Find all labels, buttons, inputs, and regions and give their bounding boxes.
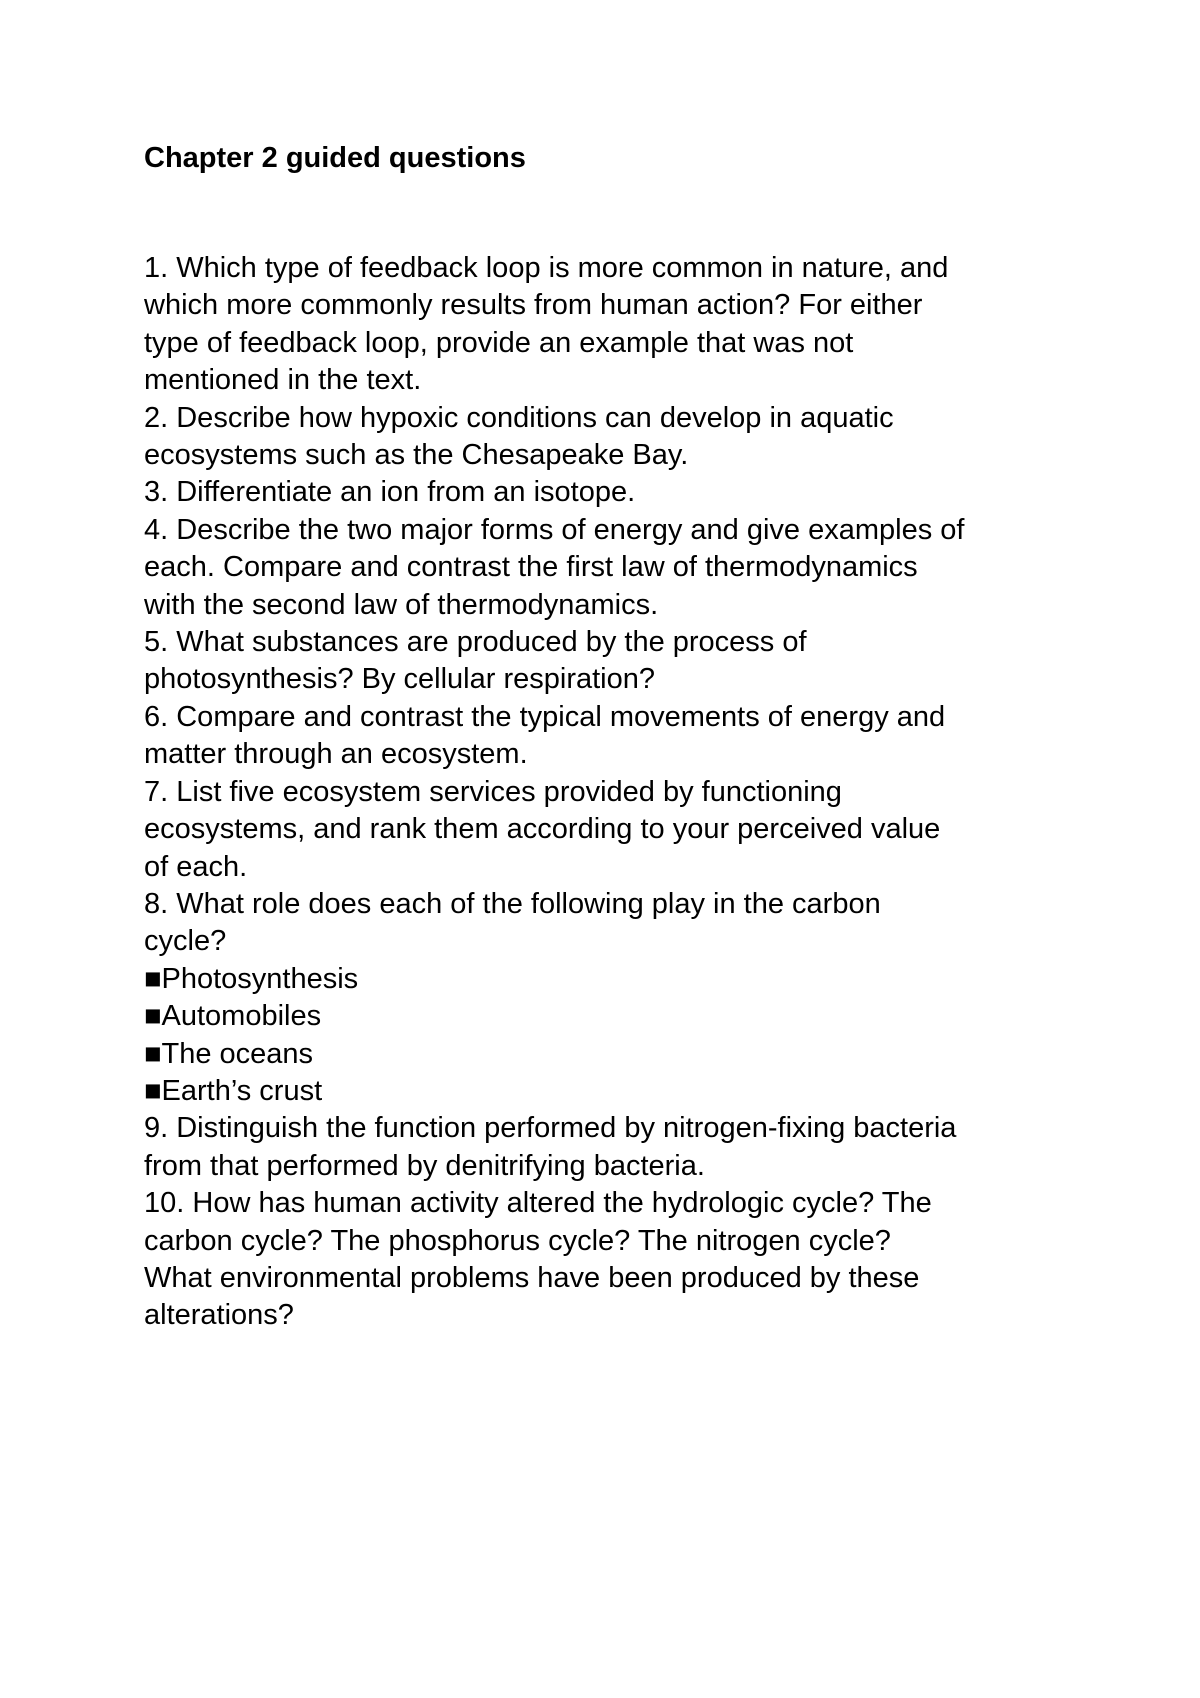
text-line: 7. List five ecosystem services provided by functioning	[144, 775, 842, 808]
text-line: 2. Describe how hypoxic conditions can develop in aquatic	[144, 401, 894, 434]
document-page	[144, 140, 1084, 1335]
text-line: each. Compare and contrast the first law of thermodynamics	[144, 551, 918, 584]
document-title: Chapter 2 guided questions	[144, 142, 526, 174]
text-line: ecosystems, and rank them according to your perceived value	[144, 813, 941, 846]
text-line: 8. What role does each of the following play in the carbon	[144, 887, 881, 920]
text-line: 1. Which type of feedback loop is more common in nature, and	[144, 252, 949, 284]
bullet-item-earths-crust: ■Earth’s crust	[144, 1074, 323, 1107]
text-line: which more commonly results from human action? For either	[144, 289, 923, 322]
question-list	[144, 250, 1084, 1335]
text-line: carbon cycle? The phosphorus cycle? The nitrogen cycle?	[144, 1224, 891, 1257]
text-line: cycle?	[144, 925, 227, 958]
text-line: 5. What substances are produced by the process of	[144, 626, 807, 659]
text-line: photosynthesis? By cellular respiration?	[144, 663, 655, 696]
text-line: of each.	[144, 850, 248, 883]
bullet-item-oceans: ■The oceans	[144, 1037, 314, 1070]
bullet-item-automobiles: ■Automobiles	[144, 1000, 322, 1033]
text-line: alterations?	[144, 1299, 294, 1332]
text-line: with the second law of thermodynamics.	[144, 588, 659, 621]
text-line: 6. Compare and contrast the typical movements of energy and	[144, 700, 946, 733]
text-line: 9. Distinguish the function performed by nitrogen-fixing bacteria	[144, 1112, 957, 1145]
text-line: from that performed by denitrifying bacteria.	[144, 1149, 705, 1182]
text-line: 10. How has human activity altered the hydrologic cycle? The	[144, 1187, 932, 1220]
text-line: 4. Describe the two major forms of energy and give examples of	[144, 513, 965, 546]
text-line: ecosystems such as the Chesapeake Bay.	[144, 439, 689, 472]
text-line: What environmental problems have been produced by these	[144, 1261, 920, 1294]
text-line: type of feedback loop, provide an example that was not	[144, 326, 854, 359]
bullet-item-photosynthesis: ■Photosynthesis	[144, 962, 359, 995]
text-line: matter through an ecosystem.	[144, 738, 528, 771]
text-line: mentioned in the text.	[144, 364, 422, 397]
text-line: 3. Differentiate an ion from an isotope.	[144, 476, 636, 509]
